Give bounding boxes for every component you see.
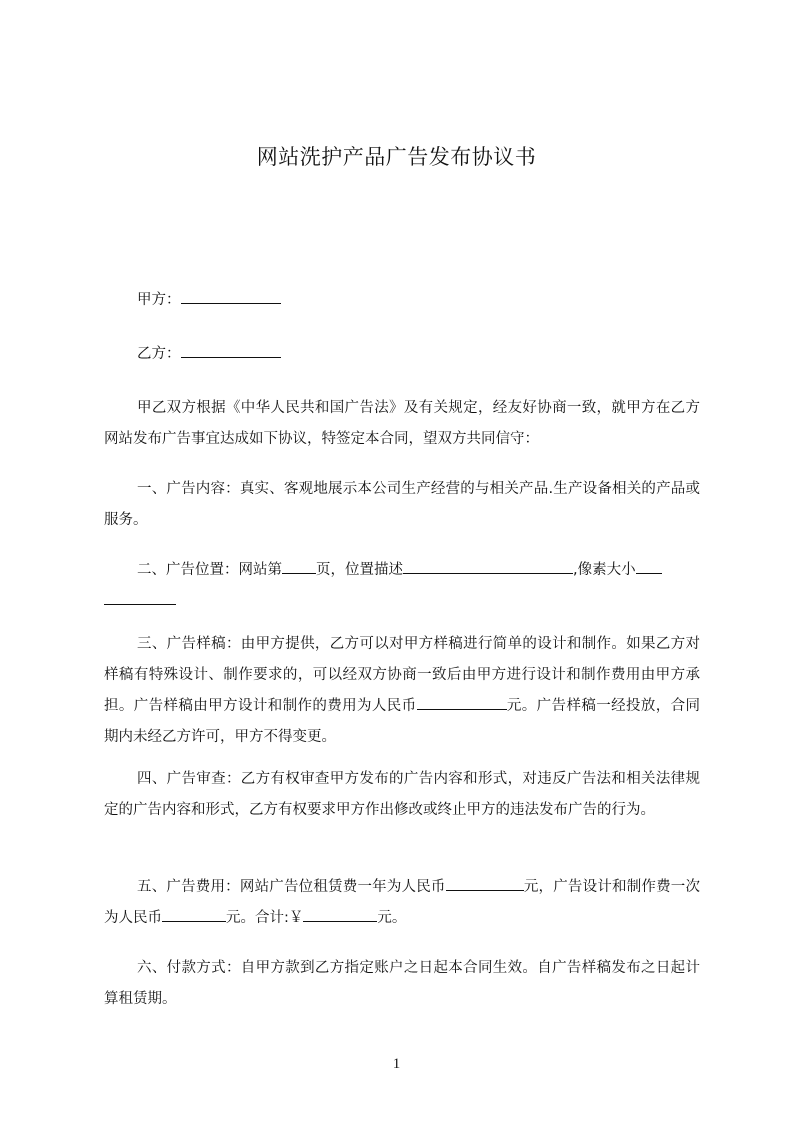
intro-text: 甲乙双方根据《中华人民共和国广告法》及有关规定，经友好协商一致，就甲方在乙方网站发布广告事宜达成如下协议，特签定本合同，望双方共同信守： xyxy=(104,400,700,447)
clause-2-part3: ,像素大小 xyxy=(573,562,636,578)
clause-4-text: 四、广告审查：乙方有权审查甲方发布的广告内容和形式，对违反广告法和相关法律规定的广告内容和形式，乙方有权要求甲方作出修改或终止甲方的违法发布广告的行为。 xyxy=(104,771,700,818)
clause-3 xyxy=(104,629,700,753)
page-number-blank xyxy=(282,556,316,574)
clause-2-part2: 页，位置描述 xyxy=(316,562,403,578)
party-b-line xyxy=(104,339,700,370)
party-b-label: 乙方： xyxy=(137,346,181,362)
clause-2 xyxy=(104,555,700,617)
clause-4 xyxy=(104,764,700,826)
party-a-label: 甲方： xyxy=(137,292,181,308)
clause-5-part2: 元，广告设计和制作费一次为人民币 xyxy=(104,879,701,926)
clause-5 xyxy=(104,872,700,934)
clause-5-part3: 元。合计:￥ xyxy=(226,910,304,926)
clause-1-text: 一、广告内容：真实、客观地展示本公司生产经营的与相关产品.生产设备相关的产品或服务。 xyxy=(104,481,700,528)
document-title: 网站洗护产品广告发布协议书 xyxy=(256,145,537,169)
total-fee-blank xyxy=(303,904,377,922)
clause-6-text: 六、付款方式：自甲方款到乙方指定账户之日起本合同生效。自广告样稿发布之日起计算租赁期。 xyxy=(104,960,700,1007)
clause-1 xyxy=(104,474,700,536)
design-fee-blank xyxy=(417,692,507,710)
clause-3-part1: 三、广告样稿：由甲方提供，乙方可以对甲方样稿进行简单的设计和制作。如果乙方对样稿有特殊设计、制作要求的，可以经双方协商一致后由甲方进行设计和制作费用由甲方承担。广告样稿由甲方设计和制作的费用为人民币 xyxy=(104,636,700,714)
position-description-blank xyxy=(403,556,573,574)
party-a-line xyxy=(104,285,700,316)
clause-6 xyxy=(104,953,700,1015)
party-b-blank xyxy=(181,340,281,358)
pixel-size-blank-a xyxy=(636,556,662,574)
clause-5-part4: 元。 xyxy=(377,910,407,926)
intro-paragraph xyxy=(104,393,700,455)
production-fee-blank xyxy=(162,904,226,922)
rental-fee-blank xyxy=(446,873,524,891)
clause-5-part1: 五、广告费用：网站广告位租赁费一年为人民币 xyxy=(137,879,446,895)
pixel-size-blank-b xyxy=(104,587,176,605)
party-a-blank xyxy=(181,286,281,304)
clause-2-part1: 二、广告位置：网站第 xyxy=(137,562,282,578)
page-number: 1 xyxy=(392,1056,401,1072)
clause-3-part2: 元。广告样稿一经投放，合同期内未经乙方许可，甲方不得变更。 xyxy=(104,698,701,745)
